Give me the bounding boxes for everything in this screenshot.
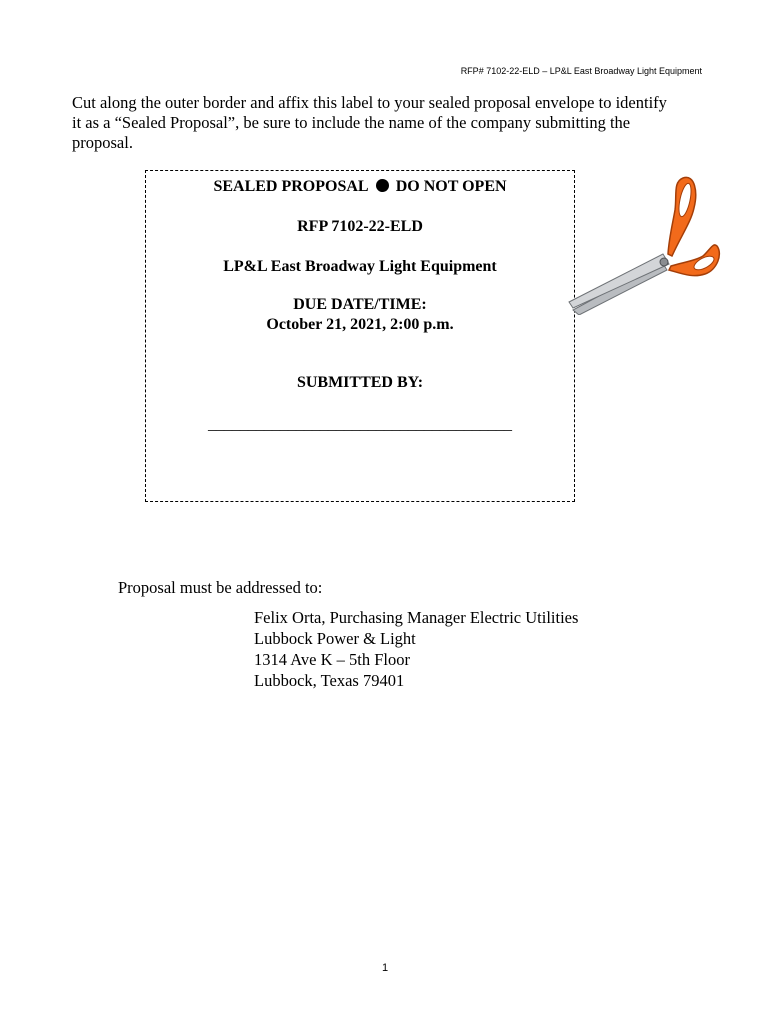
do-not-open-text: DO NOT OPEN bbox=[395, 178, 507, 195]
project-title: LP&L East Broadway Light Equipment bbox=[223, 258, 497, 275]
address-line-street: 1314 Ave K – 5th Floor bbox=[254, 650, 410, 669]
page-number: 1 bbox=[381, 962, 389, 974]
address-line-organization: Lubbock Power & Light bbox=[254, 629, 416, 648]
company-signature-line: ______________________________________ bbox=[208, 416, 512, 433]
address-line-recipient: Felix Orta, Purchasing Manager Electric Utilities bbox=[254, 608, 579, 627]
sealed-proposal-label bbox=[145, 170, 575, 502]
bullet-icon bbox=[376, 179, 389, 192]
address-intro: Proposal must be addressed to: bbox=[118, 578, 323, 597]
submitted-by-heading: SUBMITTED BY: bbox=[296, 374, 424, 391]
address-line-city: Lubbock, Texas 79401 bbox=[254, 671, 405, 690]
document-reference-header: RFP# 7102-22-ELD – LP&L East Broadway Light Equipment bbox=[460, 66, 702, 76]
sealed-proposal-line bbox=[146, 177, 574, 197]
scissors-icon bbox=[565, 170, 725, 315]
mailing-address bbox=[254, 607, 578, 691]
sealed-proposal-text: SEALED PROPOSAL bbox=[213, 178, 368, 195]
due-date-heading: DUE DATE/TIME: bbox=[293, 296, 427, 313]
rfp-number: RFP 7102-22-ELD bbox=[297, 218, 423, 235]
due-date-value: October 21, 2021, 2:00 p.m. bbox=[266, 316, 454, 333]
cut-instructions: Cut along the outer border and affix this label to your sealed proposal envelope to identify it as a “Sealed Proposal”, be sure to include the name of the company submitting the proposal. bbox=[72, 93, 667, 152]
